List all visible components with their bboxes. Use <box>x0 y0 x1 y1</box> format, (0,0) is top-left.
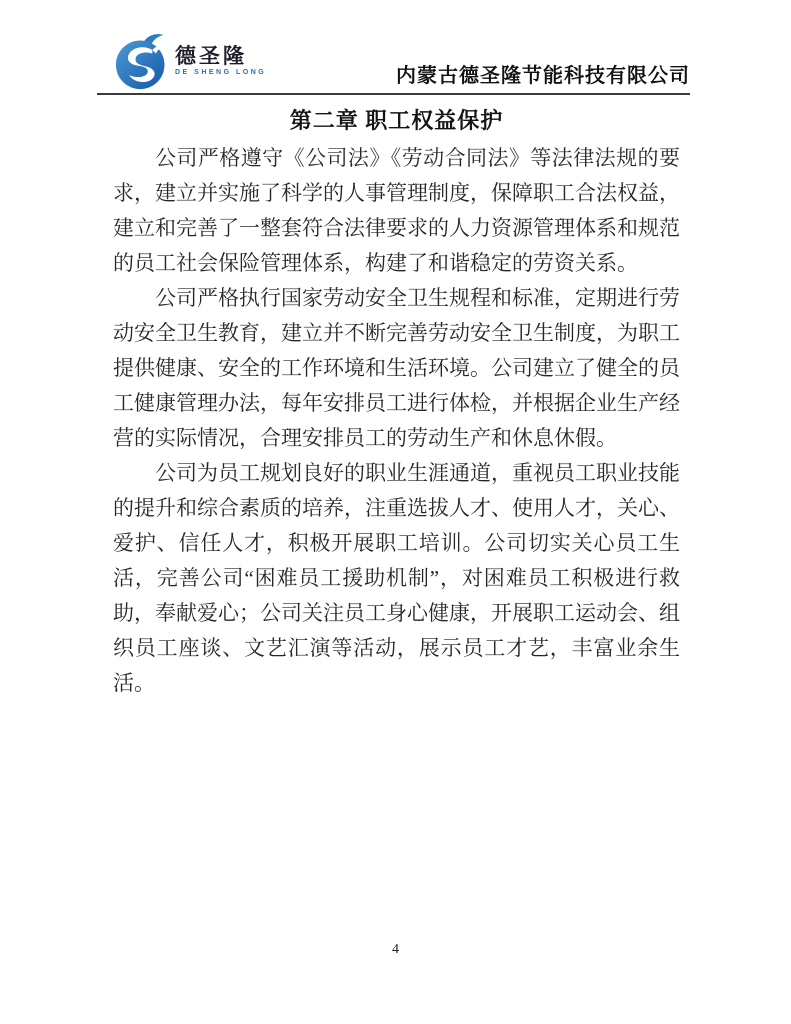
company-name: 内蒙古德圣隆节能科技有限公司 <box>396 65 690 87</box>
page-footer <box>0 940 791 958</box>
page-number: 4 <box>392 942 399 957</box>
page-header <box>97 33 690 95</box>
logo-text-block <box>175 46 266 78</box>
logo-zh-text: 德圣隆 <box>175 45 247 68</box>
paragraph-3: 公司为员工规划良好的职业生涯通道，重视员工职业技能的提升和综合素质的培养，注重选拔人才、使用人才，关心、爱护、信任人才，积极开展职工培训。公司切实关心员工生活，完善公司“困难员工援助机制”，对困难员工积极进行救助，奉献爱心；公司关注员工身心健康，开展职工运动会、组织员工座谈、文艺汇演等活动，展示员工才艺，丰富业余生活。 <box>113 461 680 695</box>
chapter-title: 第二章 职工权益保护 <box>289 108 504 133</box>
company-logo <box>115 33 266 91</box>
logo-en-text: DE SHENG LONG <box>175 69 267 76</box>
document-body <box>113 141 680 701</box>
paragraph-2: 公司严格执行国家劳动安全卫生规程和标准，定期进行劳动安全卫生教育，建立并不断完善劳动安全卫生制度，为职工提供健康、安全的工作环境和生活环境。公司建立了健全的员工健康管理办法，每年安排员工进行体检，并根据企业生产经营的实际情况，合理安排员工的劳动生产和休息休假。 <box>113 286 680 450</box>
paragraph-1: 公司严格遵守《公司法》《劳动合同法》等法律法规的要求，建立并实施了科学的人事管理制度，保障职工合法权益，建立和完善了一整套符合法律要求的人力资源管理体系和规范的员工社会保险管理体系，构建了和谐稳定的劳资关系。 <box>113 146 680 275</box>
dragon-s-logo-icon <box>115 33 171 91</box>
